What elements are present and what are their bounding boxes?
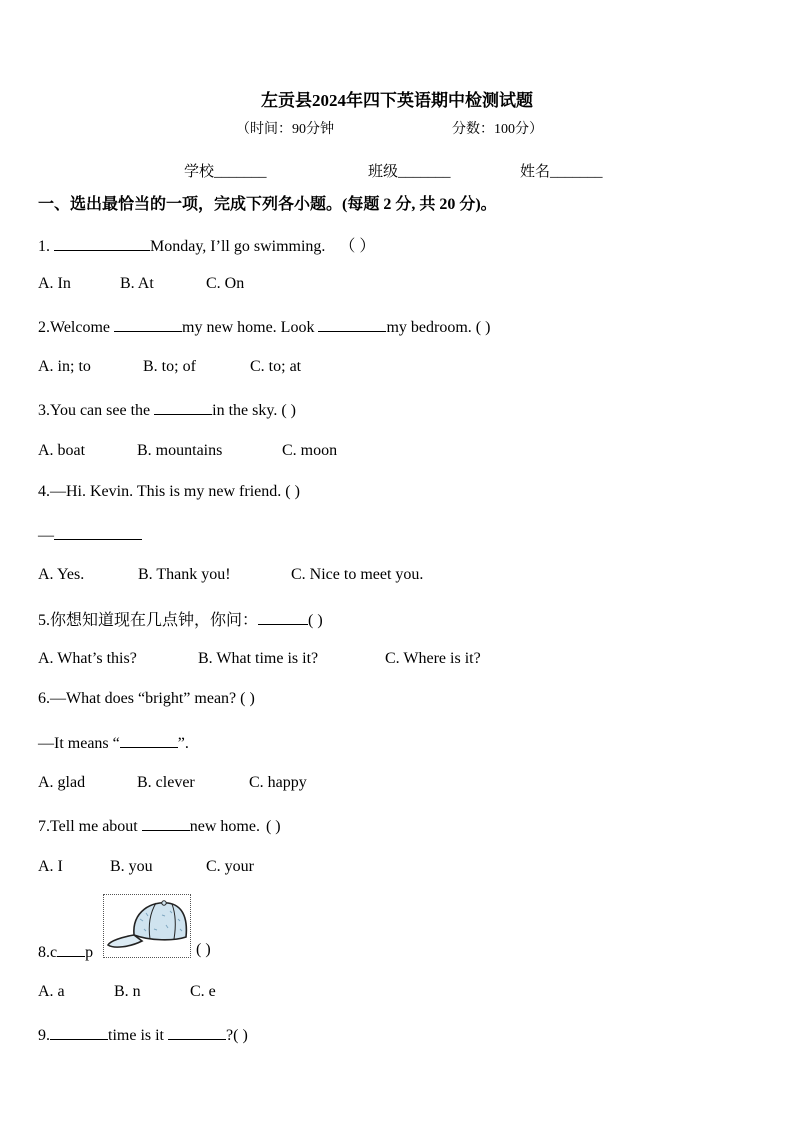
question-3: 3.You can see the in the sky. ( ): [38, 399, 296, 420]
option-a[interactable]: A. a: [38, 983, 65, 1000]
option-a[interactable]: A. What’s this?: [38, 650, 137, 667]
answer-blank[interactable]: [154, 399, 212, 415]
question-2: 2.Welcome my new home. Look my bedroom. ( ): [38, 316, 490, 337]
answer-blank[interactable]: [120, 732, 178, 748]
option-a[interactable]: A. Yes.: [38, 566, 85, 583]
answer-paren[interactable]: ( ): [475, 319, 491, 336]
question-9: 9. time is it ?( ): [38, 1024, 248, 1045]
option-b[interactable]: B. clever: [137, 774, 195, 791]
answer-blank[interactable]: [318, 316, 386, 332]
option-b[interactable]: B. n: [114, 983, 141, 1000]
option-b[interactable]: B. mountains: [137, 442, 223, 459]
option-b[interactable]: B. What time is it?: [198, 650, 319, 667]
answer-blank[interactable]: [168, 1024, 226, 1040]
question-5: 5.你想知道现在几点钟，你问： ( ): [38, 607, 323, 630]
answer-paren[interactable]: ( ): [233, 1027, 248, 1044]
school-field[interactable]: 学校_______: [184, 164, 267, 180]
cap-icon: [104, 895, 190, 957]
option-c[interactable]: C. happy: [249, 774, 307, 791]
section-heading: 一、选出最恰当的一项，完成下列各小题。(每题 2 分, 共 20 分)。: [38, 196, 497, 213]
answer-blank[interactable]: [50, 1024, 108, 1040]
answer-blank[interactable]: [54, 235, 150, 251]
option-c[interactable]: C. moon: [282, 442, 338, 459]
answer-blank[interactable]: [57, 941, 85, 957]
question-8: 8.c p: [38, 941, 93, 962]
option-c[interactable]: C. to; at: [250, 358, 302, 375]
answer-blank[interactable]: [142, 815, 190, 831]
option-b[interactable]: B. Thank you!: [138, 566, 231, 583]
answer-paren[interactable]: ( ): [308, 612, 323, 629]
option-a[interactable]: A. boat: [38, 442, 86, 459]
answer-paren[interactable]: （ ）: [339, 238, 376, 255]
option-b[interactable]: B. to; of: [143, 358, 196, 375]
answer-paren[interactable]: ( ): [196, 941, 211, 958]
class-field[interactable]: 班级_______: [368, 164, 451, 180]
option-c[interactable]: C. your: [206, 858, 254, 875]
option-c[interactable]: C. Where is it?: [385, 650, 481, 667]
cap-picture: [103, 894, 191, 958]
option-a[interactable]: A. glad: [38, 774, 86, 791]
question-7: 7.Tell me about new home. ( ): [38, 815, 281, 836]
question-1: 1. Monday, I’ll go swimming. （ ）: [38, 233, 375, 256]
question-4-reply: —: [38, 524, 142, 545]
option-a[interactable]: A. In: [38, 275, 71, 292]
answer-blank[interactable]: [114, 316, 182, 332]
time-limit: （时间：90分钟: [236, 122, 334, 137]
page-title: 左贡县2024年四下英语期中检测试题: [261, 91, 533, 110]
question-6: 6.—What does “bright” mean? ( ): [38, 690, 255, 707]
name-field[interactable]: 姓名_______: [520, 164, 603, 180]
total-score: 分数：100分）: [452, 122, 543, 137]
option-b[interactable]: B. you: [110, 858, 153, 875]
answer-blank[interactable]: [54, 524, 142, 540]
option-a[interactable]: A. in; to: [38, 358, 91, 375]
answer-blank[interactable]: [258, 609, 308, 625]
answer-paren[interactable]: ( ): [281, 402, 296, 419]
option-c[interactable]: C. On: [206, 275, 245, 292]
answer-paren[interactable]: ( ): [265, 818, 281, 835]
option-c[interactable]: C. e: [190, 983, 216, 1000]
answer-paren[interactable]: ( ): [285, 483, 300, 500]
question-6-reply: —It means “ ”.: [38, 732, 189, 753]
answer-paren[interactable]: ( ): [240, 690, 255, 707]
option-c[interactable]: C. Nice to meet you.: [291, 566, 424, 583]
question-4: 4.—Hi. Kevin. This is my new friend. ( ): [38, 483, 300, 500]
option-a[interactable]: A. I: [38, 858, 63, 875]
option-b[interactable]: B. At: [120, 275, 154, 292]
